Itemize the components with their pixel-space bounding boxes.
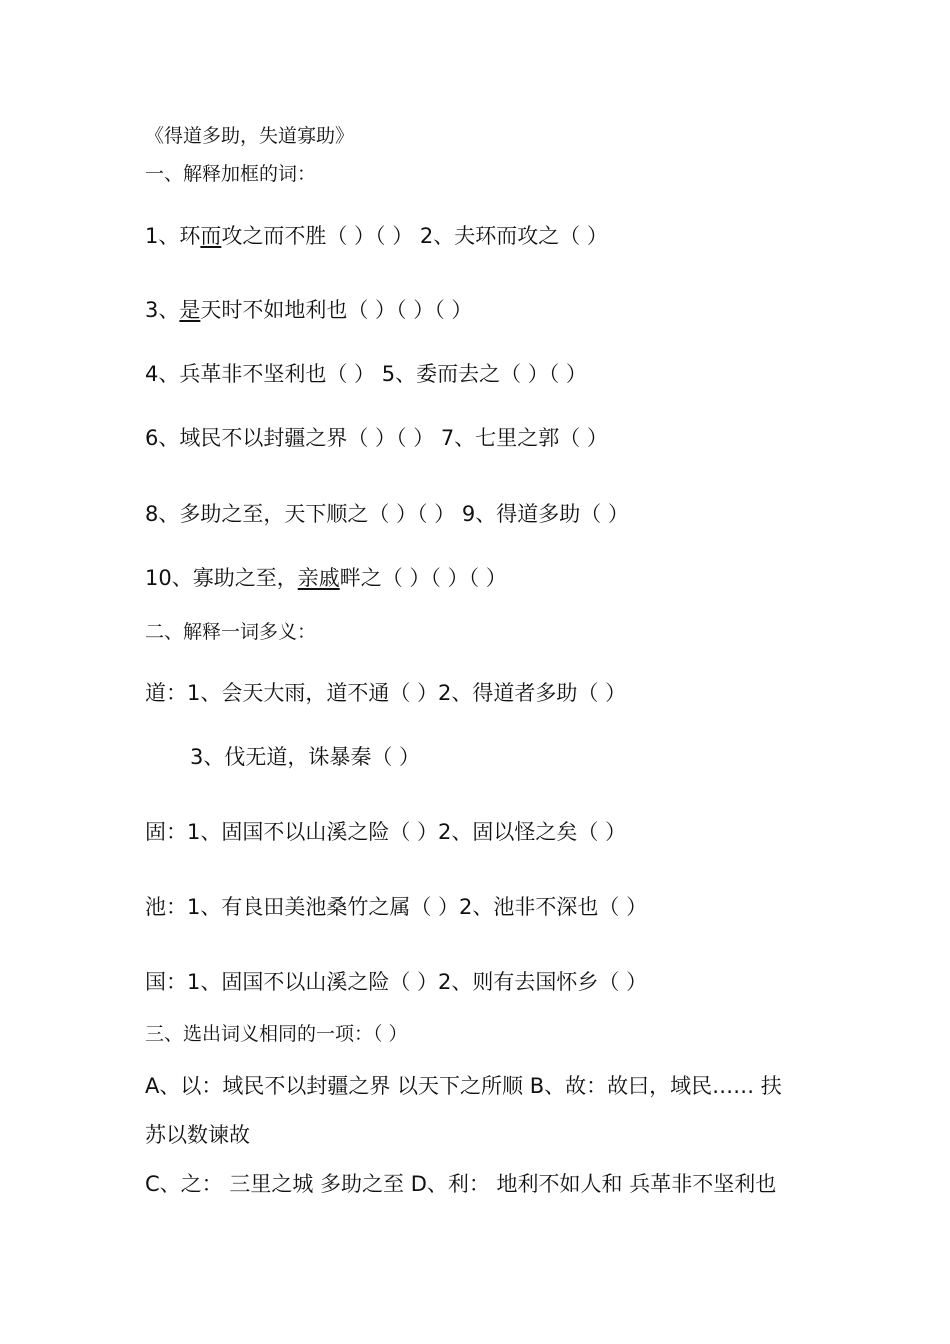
- question-6: 6、域民不以封疆之界（ ）（ ） 7、七里之郭（ ）: [145, 426, 608, 450]
- polysemy-dao-line1: 道：1、会天大雨，道不通（ ）2、得道者多助（ ）: [145, 681, 627, 705]
- section3-heading: 三、选出词义相同的一项：（ ）: [145, 1023, 408, 1045]
- polysemy-dao-line2: 3、伐无道，诛暴秦（ ）: [190, 745, 421, 769]
- polysemy-gu: 固：1、固国不以山溪之险（ ）2、固以怪之矣（ ）: [145, 820, 627, 844]
- question-10-text-a: 10、寡助之至，: [145, 566, 298, 590]
- question-10: [145, 564, 507, 592]
- polysemy-chi: 池：1、有良田美池桑竹之属（ ）2、池非不深也（ ）: [145, 895, 648, 919]
- options-cd: C、之： 三里之城 多助之至 D、利： 地利不如人和 兵革非不坚利也: [145, 1172, 777, 1196]
- question-1-text-a: 1、环: [145, 224, 201, 248]
- polysemy-guo: 国：1、固国不以山溪之险（ ）2、则有去国怀乡（ ）: [145, 970, 648, 994]
- options-ab-line1: A、以：域民不以封疆之界 以天下之所顺 B、故：故曰，域民…… 扶: [145, 1074, 782, 1098]
- options-ab-line2: 苏以数谏故: [145, 1123, 250, 1147]
- question-3-boxed-word: 是: [179, 298, 201, 322]
- question-1: [145, 222, 608, 250]
- question-3-text-a: 3、: [145, 298, 180, 322]
- document-title: 《得道多助，失道寡助》: [145, 125, 355, 147]
- question-3: [145, 296, 472, 324]
- section2-heading: 二、解释一词多义：: [145, 621, 317, 643]
- question-8: 8、多助之至，天下顺之（ ）（ ） 9、得道多助（ ）: [145, 502, 629, 526]
- question-10-boxed-word: 亲戚: [297, 566, 340, 590]
- question-1-text-c: 攻之而不胜（ ）（ ） 2、夫环而攻之（ ）: [221, 224, 608, 248]
- question-10-text-c: 畔之（ ）（ ）（ ）: [339, 566, 507, 590]
- question-4: 4、兵革非不坚利也（ ） 5、委而去之（ ）（ ）: [145, 362, 587, 386]
- question-1-boxed-word: 而: [200, 224, 222, 248]
- question-3-text-c: 天时不如地利也（ ）（ ）（ ）: [200, 298, 473, 322]
- section1-heading: 一、解释加框的词：: [145, 163, 317, 185]
